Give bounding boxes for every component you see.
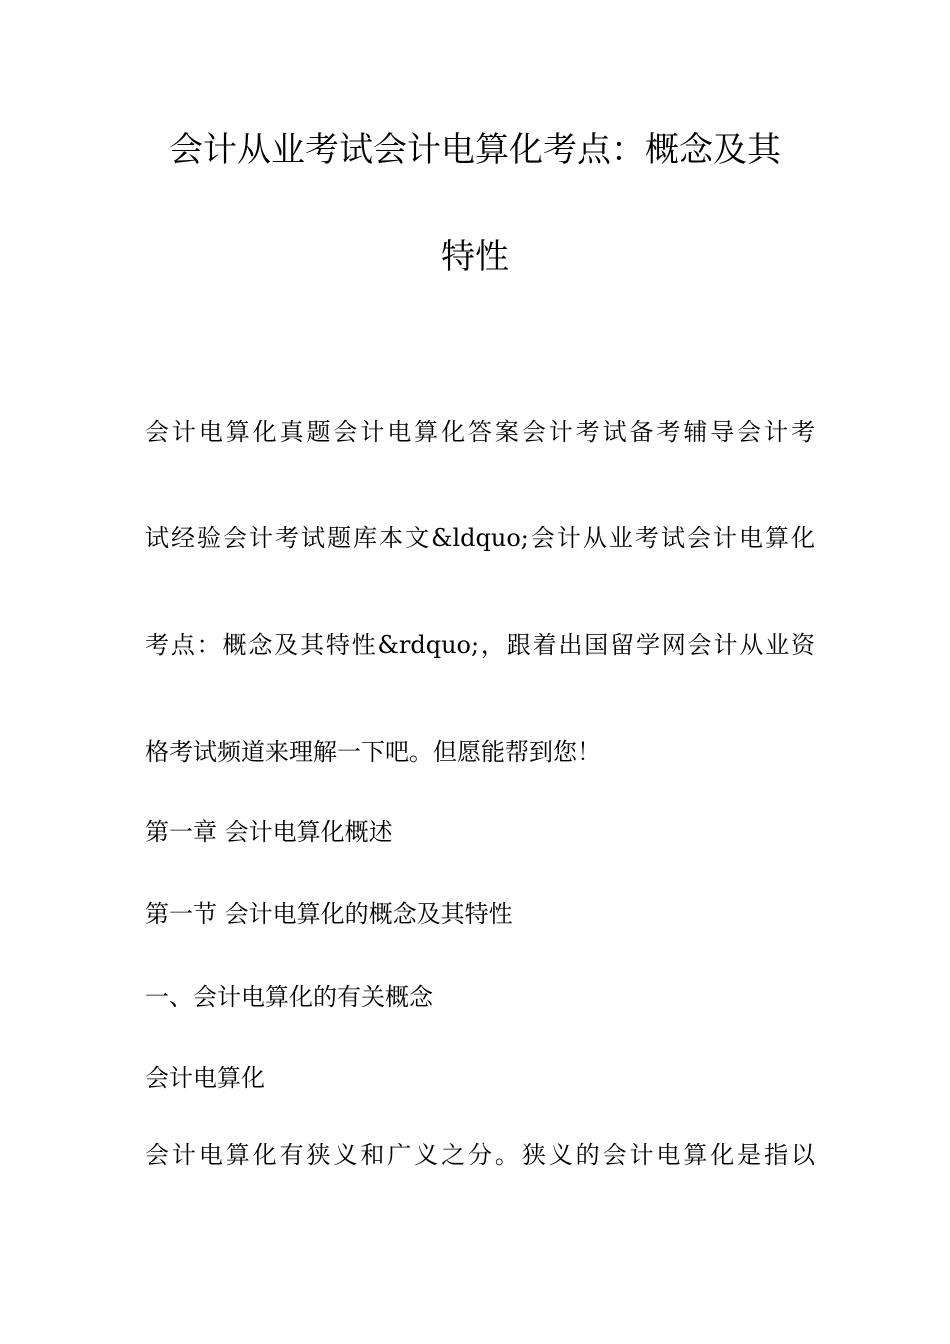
chapter-heading: 第一章 会计电算化概述 xyxy=(145,818,393,846)
intro-line-2: 试经验会计考试题库本文&ldquo;会计从业考试会计电算化 xyxy=(145,524,815,552)
intro-line-3: 考点：概念及其特性&rdquo;，跟着出国留学网会计从业资 xyxy=(145,631,815,659)
document-title-line-1: 会计从业考试会计电算化考点：概念及其 xyxy=(169,130,781,170)
term-heading: 会计电算化 xyxy=(145,1064,265,1092)
body-line-1: 会计电算化有狭义和广义之分。狭义的会计电算化是指以 xyxy=(145,1141,815,1169)
intro-line-1: 会计电算化真题会计电算化答案会计考试备考辅导会计考 xyxy=(145,418,815,446)
document-title-line-2: 特性 xyxy=(441,237,509,277)
intro-line-4: 格考试频道来理解一下吧。但愿能帮到您！ xyxy=(145,738,601,766)
section-heading: 第一节 会计电算化的概念及其特性 xyxy=(145,900,513,928)
subsection-heading: 一、会计电算化的有关概念 xyxy=(145,983,433,1011)
